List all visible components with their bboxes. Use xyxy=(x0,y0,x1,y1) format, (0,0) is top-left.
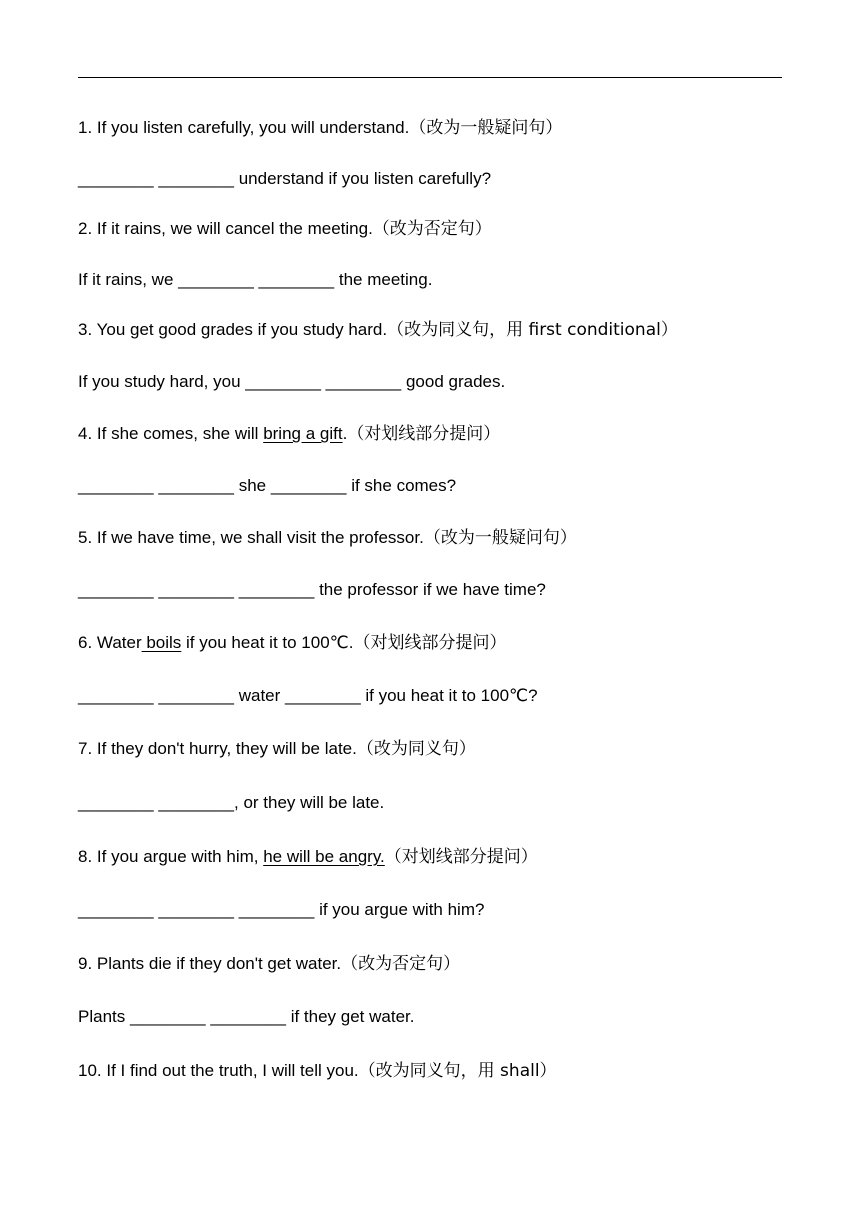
question-text: 8. If you argue with him, xyxy=(78,847,264,866)
question-9 xyxy=(78,952,798,976)
underlined-phrase: bring a gift xyxy=(263,424,343,443)
question-instruction: （对划线部分提问） xyxy=(384,847,538,867)
question-instruction: （改为同义句，用 first conditional） xyxy=(387,320,678,340)
question-5 xyxy=(78,526,798,550)
question-text: 2. If it rains, we will cancel the meeting. xyxy=(78,219,373,238)
question-7 xyxy=(78,737,798,761)
question-instruction: （对划线部分提问） xyxy=(353,633,507,653)
question-text: 7. If they don't hurry, they will be late. xyxy=(78,739,357,758)
question-2 xyxy=(78,217,798,241)
question-4 xyxy=(78,422,798,446)
question-3 xyxy=(78,318,798,342)
question-text: 6. Water xyxy=(78,633,142,652)
question-text: 10. If I find out the truth, I will tell you. xyxy=(78,1061,359,1080)
header-rule xyxy=(78,77,782,78)
question-6 xyxy=(78,631,798,655)
question-8 xyxy=(78,845,798,869)
question-instruction: （改为一般疑问句） xyxy=(409,118,563,138)
question-instruction: （对划线部分提问） xyxy=(347,424,501,444)
question-text: 5. If we have time, we shall visit the professor. xyxy=(78,528,424,547)
answer-line-8: ________ ________ ________ if you argue with him? xyxy=(78,900,485,919)
answer-line-2: If it rains, we ________ ________ the meeting. xyxy=(78,270,433,289)
question-10 xyxy=(78,1059,798,1083)
question-text: 3. You get good grades if you study hard. xyxy=(78,320,388,339)
answer-line-1: ________ ________ understand if you listen carefully? xyxy=(78,169,492,188)
answer-line-7: ________ ________, or they will be late. xyxy=(78,793,385,812)
underlined-phrase: boils xyxy=(141,633,182,652)
question-text-end: . xyxy=(342,424,348,443)
question-text-end: if you heat it to 100℃. xyxy=(181,633,354,652)
answer-line-9: Plants ________ ________ if they get water. xyxy=(78,1007,415,1026)
question-instruction: （改为同义句） xyxy=(356,739,476,759)
question-instruction: （改为一般疑问句） xyxy=(423,528,577,548)
answer-line-6: ________ ________ water ________ if you heat it to 100℃? xyxy=(78,686,538,705)
question-text: 4. If she comes, she will xyxy=(78,424,264,443)
answer-line-3: If you study hard, you ________ ________ good grades. xyxy=(78,372,506,391)
underlined-phrase: he will be angry. xyxy=(263,847,385,866)
question-instruction: （改为否定句） xyxy=(341,954,461,974)
question-instruction: （改为否定句） xyxy=(372,219,492,239)
question-text: 9. Plants die if they don't get water. xyxy=(78,954,342,973)
question-text: 1. If you listen carefully, you will understand. xyxy=(78,118,410,137)
answer-line-5: ________ ________ ________ the professor if we have time? xyxy=(78,580,546,599)
question-1 xyxy=(78,116,798,140)
answer-line-4: ________ ________ she ________ if she comes? xyxy=(78,476,457,495)
question-instruction: （改为同义句，用 shall） xyxy=(358,1061,557,1081)
